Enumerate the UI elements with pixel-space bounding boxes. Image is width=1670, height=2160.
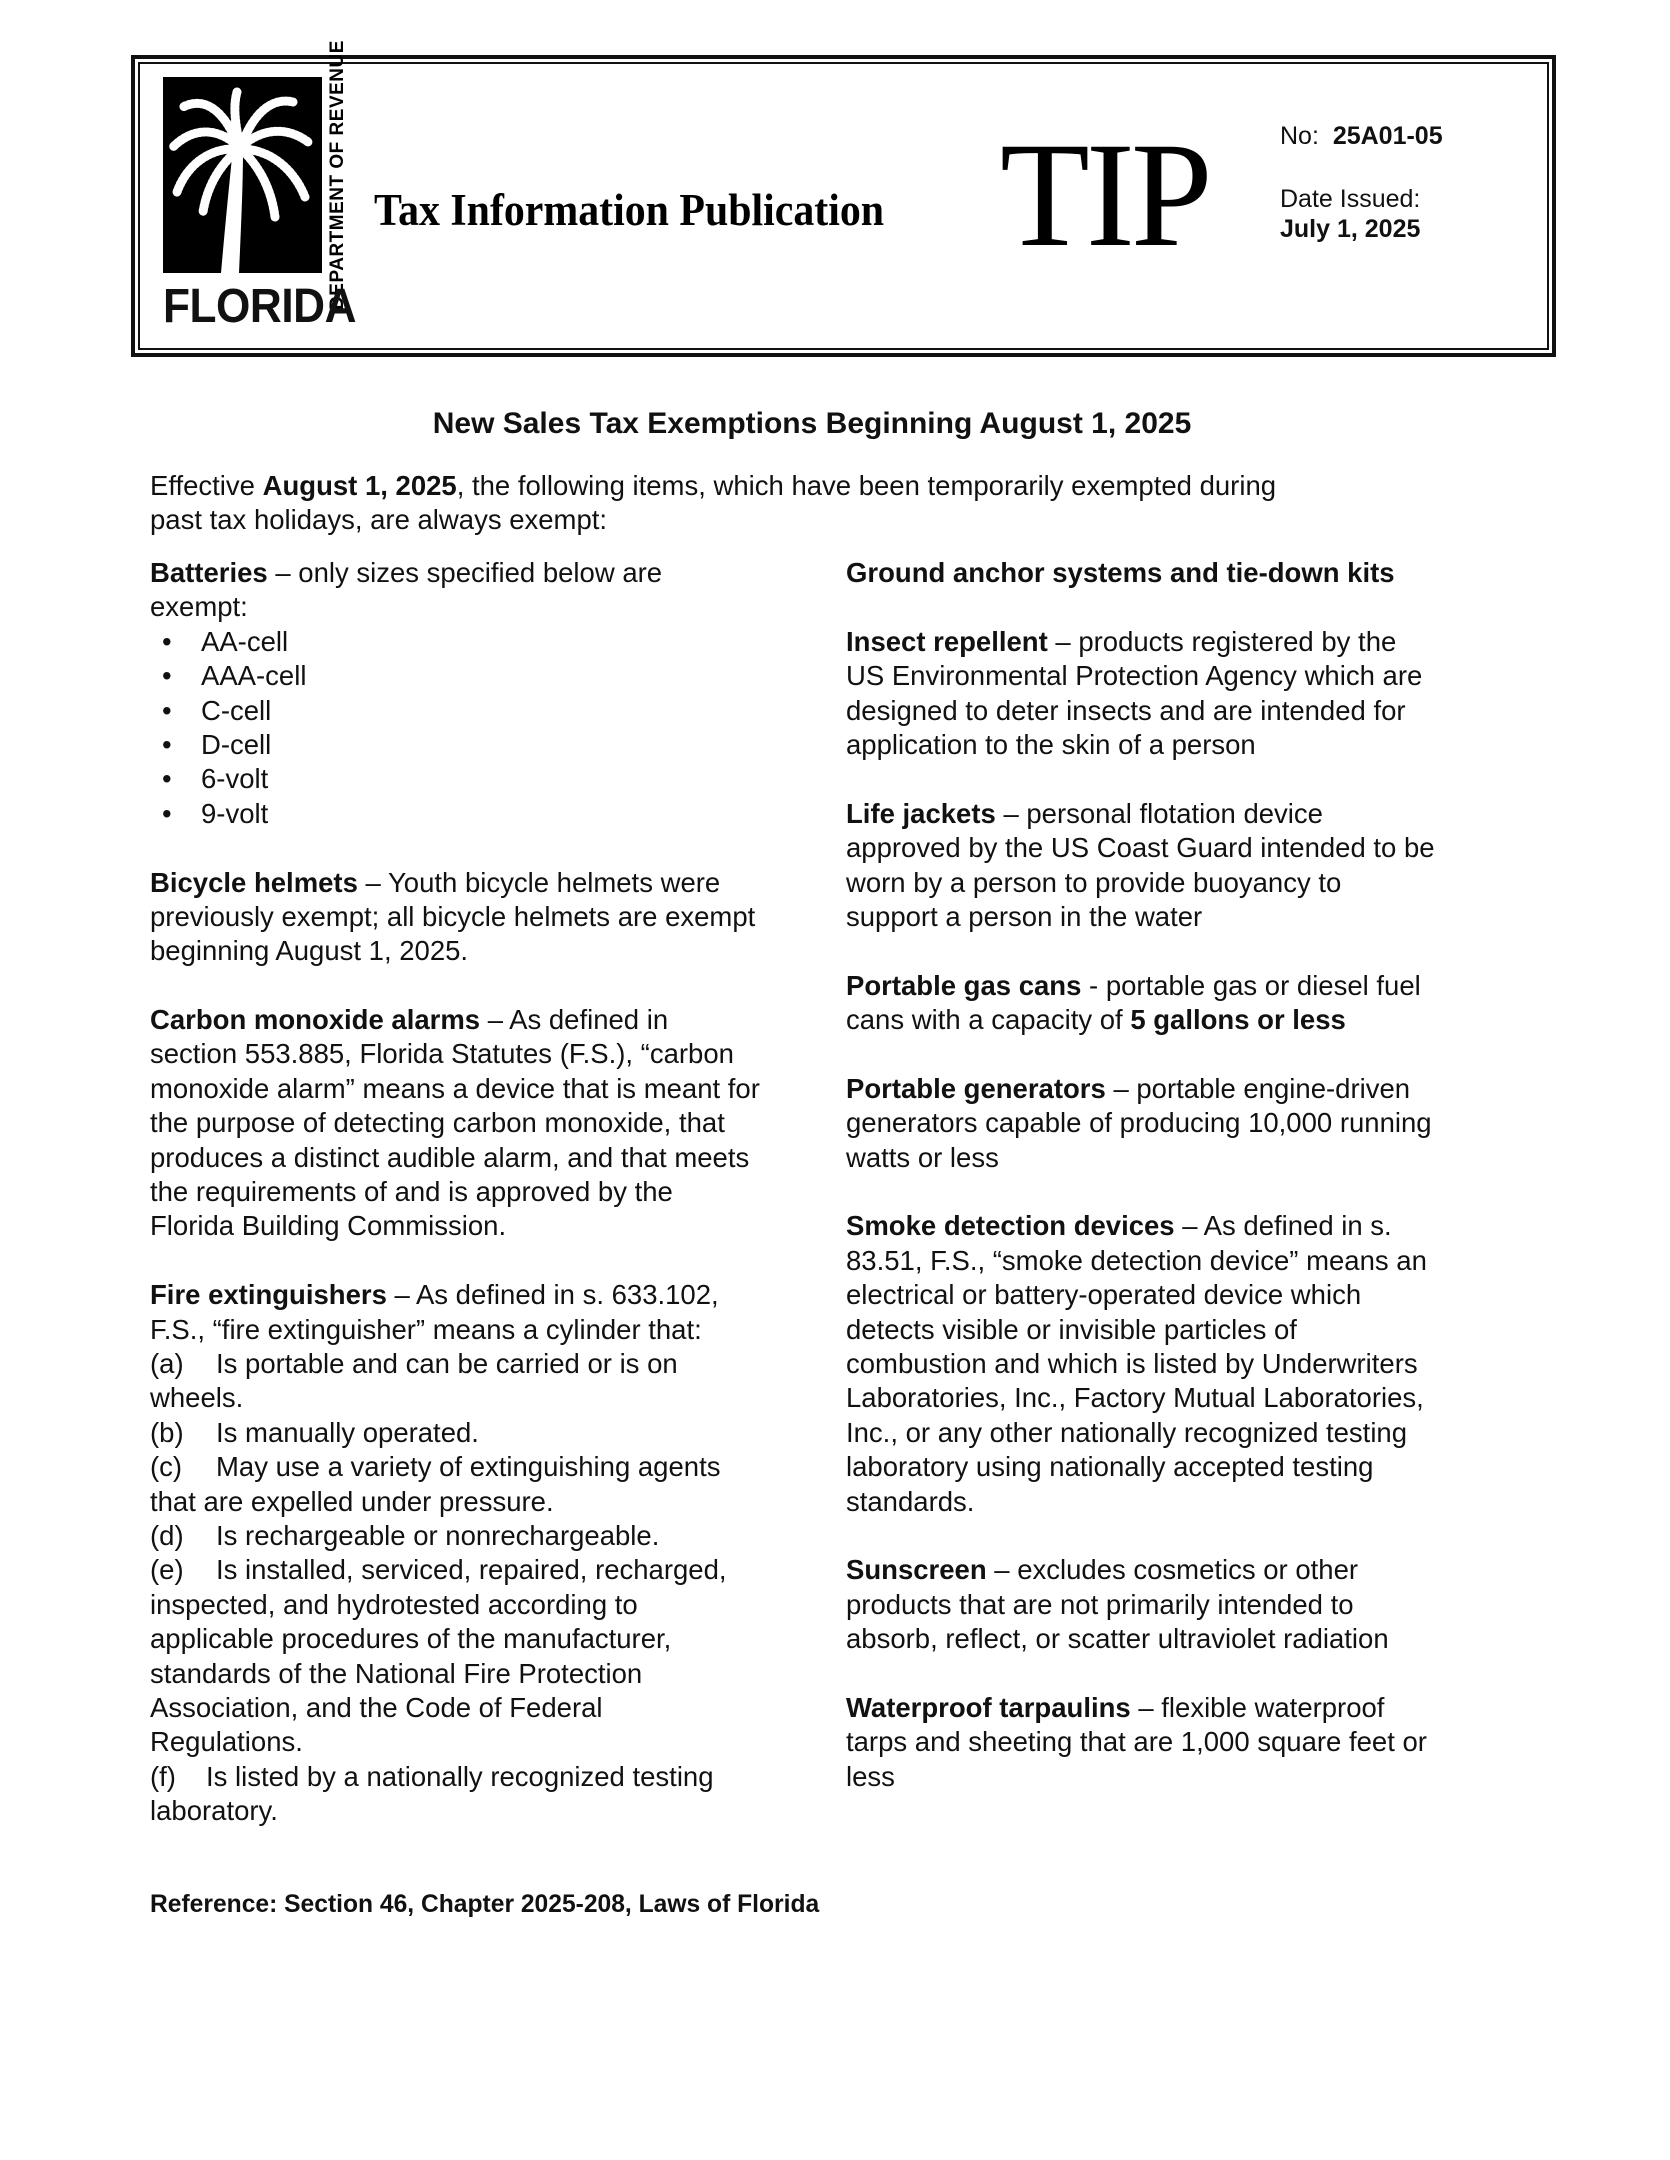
term-ground-anchor-systems: Ground anchor systems and tie-down kits: [846, 557, 1395, 588]
section-ground-anchor-systems: [846, 556, 1526, 590]
tip-number: [1280, 121, 1443, 151]
term-carbon-monoxide-alarms: Carbon monoxide alarms: [150, 1004, 481, 1036]
list-item: • 9-volt: [150, 797, 820, 831]
list-item: (f) Is listed by a nationally recognized testing laboratory.: [150, 1760, 714, 1827]
list-item: • AA-cell: [150, 625, 820, 659]
bullet-icon: •: [162, 763, 172, 795]
section-portable-gas-cans: Portable gas cans - portable gas or diesel fuel cans with a capacity of 5 gallons or less: [846, 969, 1421, 1036]
term-insect-repellent: Insect repellent: [846, 625, 1048, 657]
list-item: • AAA-cell: [150, 659, 820, 693]
list-item: (e) Is installed, serviced, repaired, recharged, inspected, and hydrotested according to applicable procedures of the manufacturer, standards of the National Fire Protection Association, and the Code of Federal Regulations.: [150, 1554, 727, 1758]
list-item: (b) Is manually operated.: [150, 1416, 479, 1448]
list-item: (a) Is portable and can be carried or is on wheels.: [150, 1347, 678, 1414]
intro-paragraph: Effective August 1, 2025, the following items, which have been temporarily exempted during past tax holidays, are always exempt:: [150, 470, 1277, 536]
tip-label: TIP: [1000, 112, 1209, 278]
gas-can-capacity-limit: 5 gallons or less: [1130, 1004, 1346, 1036]
list-item: • 6-volt: [150, 762, 820, 796]
bullet-icon: •: [162, 694, 172, 726]
section-batteries: Batteries – only sizes specified below are exempt: • AA-cell • AAA-cell • C-cell • D-cell • 6-volt • 9-volt: [150, 556, 820, 831]
term-life-jackets: Life jackets: [846, 797, 996, 829]
tip-number-label: No:: [1280, 122, 1319, 150]
term-batteries: Batteries: [150, 557, 268, 588]
section-insect-repellent: Insect repellent – products registered by the US Environmental Protection Agency which are designed to deter insects and are intended for application to the skin of a person: [846, 625, 1423, 760]
section-carbon-monoxide-alarms: Carbon monoxide alarms – As defined in section 553.885, Florida Statutes (F.S.), “carbon monoxide alarm” means a device that is meant for the purpose of detecting carbon monoxide, that produces a distinct audible alarm, and that meets the requirements of and is approved by the Florida Building Commission.: [150, 1004, 760, 1242]
date-issued-value: July 1, 2025: [1280, 215, 1421, 243]
term-bicycle-helmets: Bicycle helmets: [150, 866, 358, 898]
publication-title: Tax Information Publication: [374, 185, 885, 235]
section-fire-extinguishers: Fire extinguishers – As defined in s. 633.102, F.S., “fire extinguisher” means a cylinder that: (a) Is portable and can be carried or is on wheels. (b) Is manually operated. (c) May use a variety of extinguishing agents that are expelled under pressure. (d) Is rechargeable or nonrechargeable. (e) Is installed, serviced, repaired, recharged, inspected, and hydrotested according to applicable procedures of the manufacturer, standards of the National Fire Protection Association, and the Code of Federal Regulations. (f) Is listed by a nationally recognized testing laboratory.: [150, 1278, 820, 1828]
left-column: [150, 556, 820, 1828]
section-bicycle-helmets: Bicycle helmets – Youth bicycle helmets were previously exempt; all bicycle helmets are exempt beginning August 1, 2025.: [150, 866, 756, 967]
term-smoke-detection-devices: Smoke detection devices: [846, 1210, 1175, 1242]
term-portable-gas-cans: Portable gas cans: [846, 969, 1082, 1001]
bullet-icon: •: [162, 728, 172, 760]
term-sunscreen: Sunscreen: [846, 1554, 987, 1586]
section-portable-generators: Portable generators – portable engine-driven generators capable of producing 10,000 running watts or less: [846, 1072, 1432, 1173]
section-sunscreen: Sunscreen – excludes cosmetics or other products that are not primarily intended to absorb, reflect, or scatter ultraviolet radiation: [846, 1554, 1389, 1655]
list-item: • C-cell: [150, 694, 820, 728]
bullet-icon: •: [162, 797, 172, 829]
list-item: (c) May use a variety of extinguishing agents that are expelled under pressure.: [150, 1451, 721, 1517]
battery-size-list: [150, 625, 820, 831]
term-waterproof-tarpaulins: Waterproof tarpaulins: [846, 1691, 1131, 1723]
section-life-jackets: Life jackets – personal flotation device approved by the US Coast Guard intended to be worn by a person to provide buoyancy to support a person in the water: [846, 797, 1435, 932]
term-fire-extinguishers: Fire extinguishers: [150, 1279, 387, 1311]
legal-reference: Reference: Section 46, Chapter 2025-208, Laws of Florida: [150, 1890, 820, 1918]
document-title: New Sales Tax Exemptions Beginning August 1, 2025: [432, 407, 1192, 440]
palm-tree-icon: [163, 77, 322, 273]
section-waterproof-tarpaulins: Waterproof tarpaulins – flexible waterproof tarps and sheeting that are 1,000 square feet or less: [846, 1691, 1427, 1792]
effective-date: August 1, 2025: [262, 470, 457, 501]
term-portable-generators: Portable generators: [846, 1072, 1106, 1104]
date-issued-label: Date Issued:: [1280, 185, 1421, 213]
logo-wordmark: FLORIDA: [163, 280, 357, 333]
list-item: • D-cell: [150, 728, 820, 762]
right-column: [846, 556, 1526, 1794]
bullet-icon: •: [162, 625, 172, 657]
tip-number-value: 25A01-05: [1332, 122, 1443, 150]
section-smoke-detection-devices: Smoke detection devices – As defined in s. 83.51, F.S., “smoke detection device” means an electrical or battery-operated device which detects visible or invisible particles of combustion and which is listed by Underwriters Laboratories, Inc., Factory Mutual Laboratories, Inc., or any other nationally recognized testing laboratory using nationally accepted testing standards.: [846, 1210, 1427, 1517]
logo-vertical-text: DEPARTMENT OF REVENUE: [327, 40, 348, 310]
florida-dor-logo: [163, 40, 357, 333]
bullet-icon: •: [162, 660, 172, 692]
list-item: (d) Is rechargeable or nonrechargeable.: [150, 1519, 660, 1551]
